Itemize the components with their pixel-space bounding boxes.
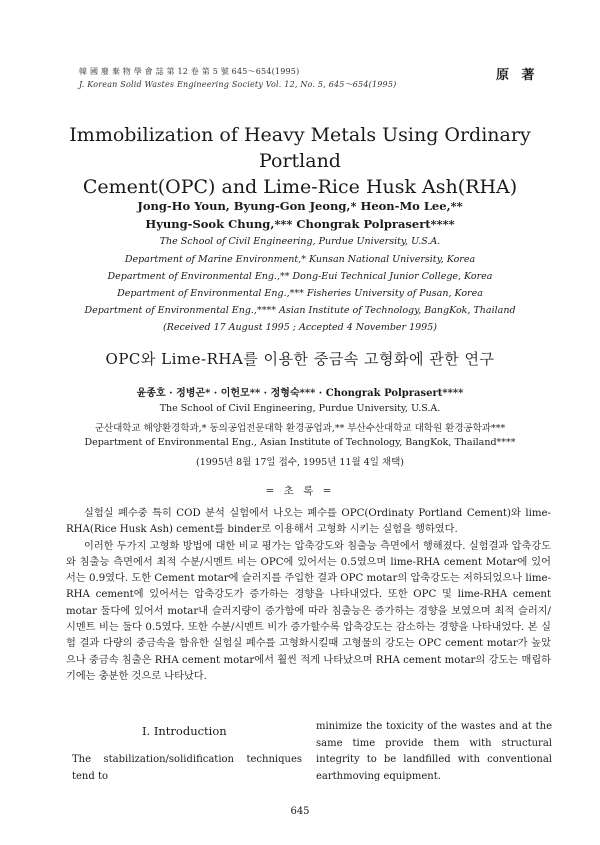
authors-line-2: Hyung-Sook Chung,*** Chongrak Polprasert**** — [145, 217, 455, 231]
korean-title: OPC와 Lime-RHA를 이용한 중금속 고형화에 관한 연구 — [105, 350, 495, 368]
affiliation-2: Department of Marine Environment,* Kunsan National University, Korea — [124, 254, 476, 265]
affiliation-4: Department of Environmental Eng.,*** Fisheries University of Pusan, Korea — [117, 288, 483, 299]
korean-affiliation-3: Department of Environmental Eng., Asian Institute of Technology, BangKok, Thailand**** — [84, 437, 516, 448]
article-type-label: 原 著 — [496, 68, 539, 83]
journal-header-english: J. Korean Solid Wastes Engineering Society Vol. 12, No. 5, 645〜654(1995) — [79, 80, 397, 89]
korean-affiliation-2: 군산대학교 해양환경학과,* 동의공업전문대학 환경공업과,** 부산수산대학교 대학원 환경공학과*** — [94, 423, 506, 434]
korean-received-dates: (1995년 8월 17일 접수, 1995년 11월 4일 채택) — [196, 457, 404, 468]
received-dates: (Received 17 August 1995 ; Accepted 4 November 1995) — [163, 322, 437, 333]
korean-authors: 윤종호 · 정병곤* · 이헌모** · 정형숙*** · Chongrak Polprasert**** — [136, 388, 464, 399]
affiliation-3: Department of Environmental Eng.,** Dong-Eui Technical Junior College, Korea — [107, 271, 493, 282]
section-heading-introduction: Ⅰ. Introduction — [142, 724, 227, 738]
affiliation-5: Department of Environmental Eng.,**** Asian Institute of Technology, BangKok, Thailand — [84, 305, 516, 316]
journal-header-korean: 韓 國 廢 棄 物 學 會 誌 第 12 卷 第 5 號 645〜654(1995) — [79, 67, 300, 76]
abstract-paragraph-1: 실험실 폐수중 특히 COD 분석 실험에서 나오는 폐수를 OPC(Ordinaty Portland Cement)와 lime-RHA(Rice Husk Ash) cement를 binder로 이용해서 고형화 시키는 실험을 행하였다. — [66, 508, 551, 536]
paper-title-line-1: Immobilization of Heavy Metals Using Ordinary Portland — [69, 124, 531, 172]
abstract-body — [66, 506, 551, 685]
body-column-left: The stabilization/solidification techniques tend to — [72, 754, 302, 782]
paper-title-line-2: Cement(OPC) and Lime-Rice Husk Ash(RHA) — [82, 176, 518, 198]
authors-line-1: Jong-Ho Youn, Byung-Gon Jeong,* Heon-Mo Lee,** — [137, 199, 463, 213]
affiliation-1: The School of Civil Engineering, Purdue University, U.S.A. — [159, 236, 441, 247]
page-number: 645 — [290, 806, 310, 817]
paper-title — [40, 122, 560, 200]
abstract-heading: = 초 록 = — [265, 485, 335, 497]
abstract-paragraph-2: 이러한 두가지 고형화 방법에 대한 비교 평가는 압축강도와 침출능 측면에서 행해졌다. 실험결과 압축강도와 침출능 측면에서 최적 수분/시멘트 비는 OPC에 있어서는 0.5였으며 lime-RHA cement Motar에 있어서는 0.9였다. 도한 Cement motar에 슬러지를 주입한 결과 OPC motar의 압축강도는 저하되었으나 lime-RHA cement에 있어서는 압축강도가 증가하는 경향을 나타내었다. 또한 OPC 및 lime-RHA cement motar 둘다에 있어서 motar내 슬러지량이 증가함에 따라 침출능은 증가하는 경향을 보였으며 최적 슬러지/시멘트 비는 둘다 0.5였다. 또한 수분/시멘트 비가 증가할수록 압축강도는 감소하는 경향을 나타내었다. 본 실험 결과 다량의 중금속을 함유한 실험실 폐수를 고형화시킬때 고형물의 강도는 OPC cement motar가 높았으나 중금속 침출은 RHA cement motar에서 훨씬 적게 나타났으며 RHA cement motar의 강도는 매립하기에는 충분한 것으로 나타났다. — [66, 540, 551, 682]
body-column-right: minimize the toxicity of the wastes and at the same time provide them with structural integrity to be landfilled with conventional earthmoving equipment. — [316, 721, 552, 782]
korean-affiliation-1: The School of Civil Engineering, Purdue University, U.S.A. — [159, 403, 441, 414]
